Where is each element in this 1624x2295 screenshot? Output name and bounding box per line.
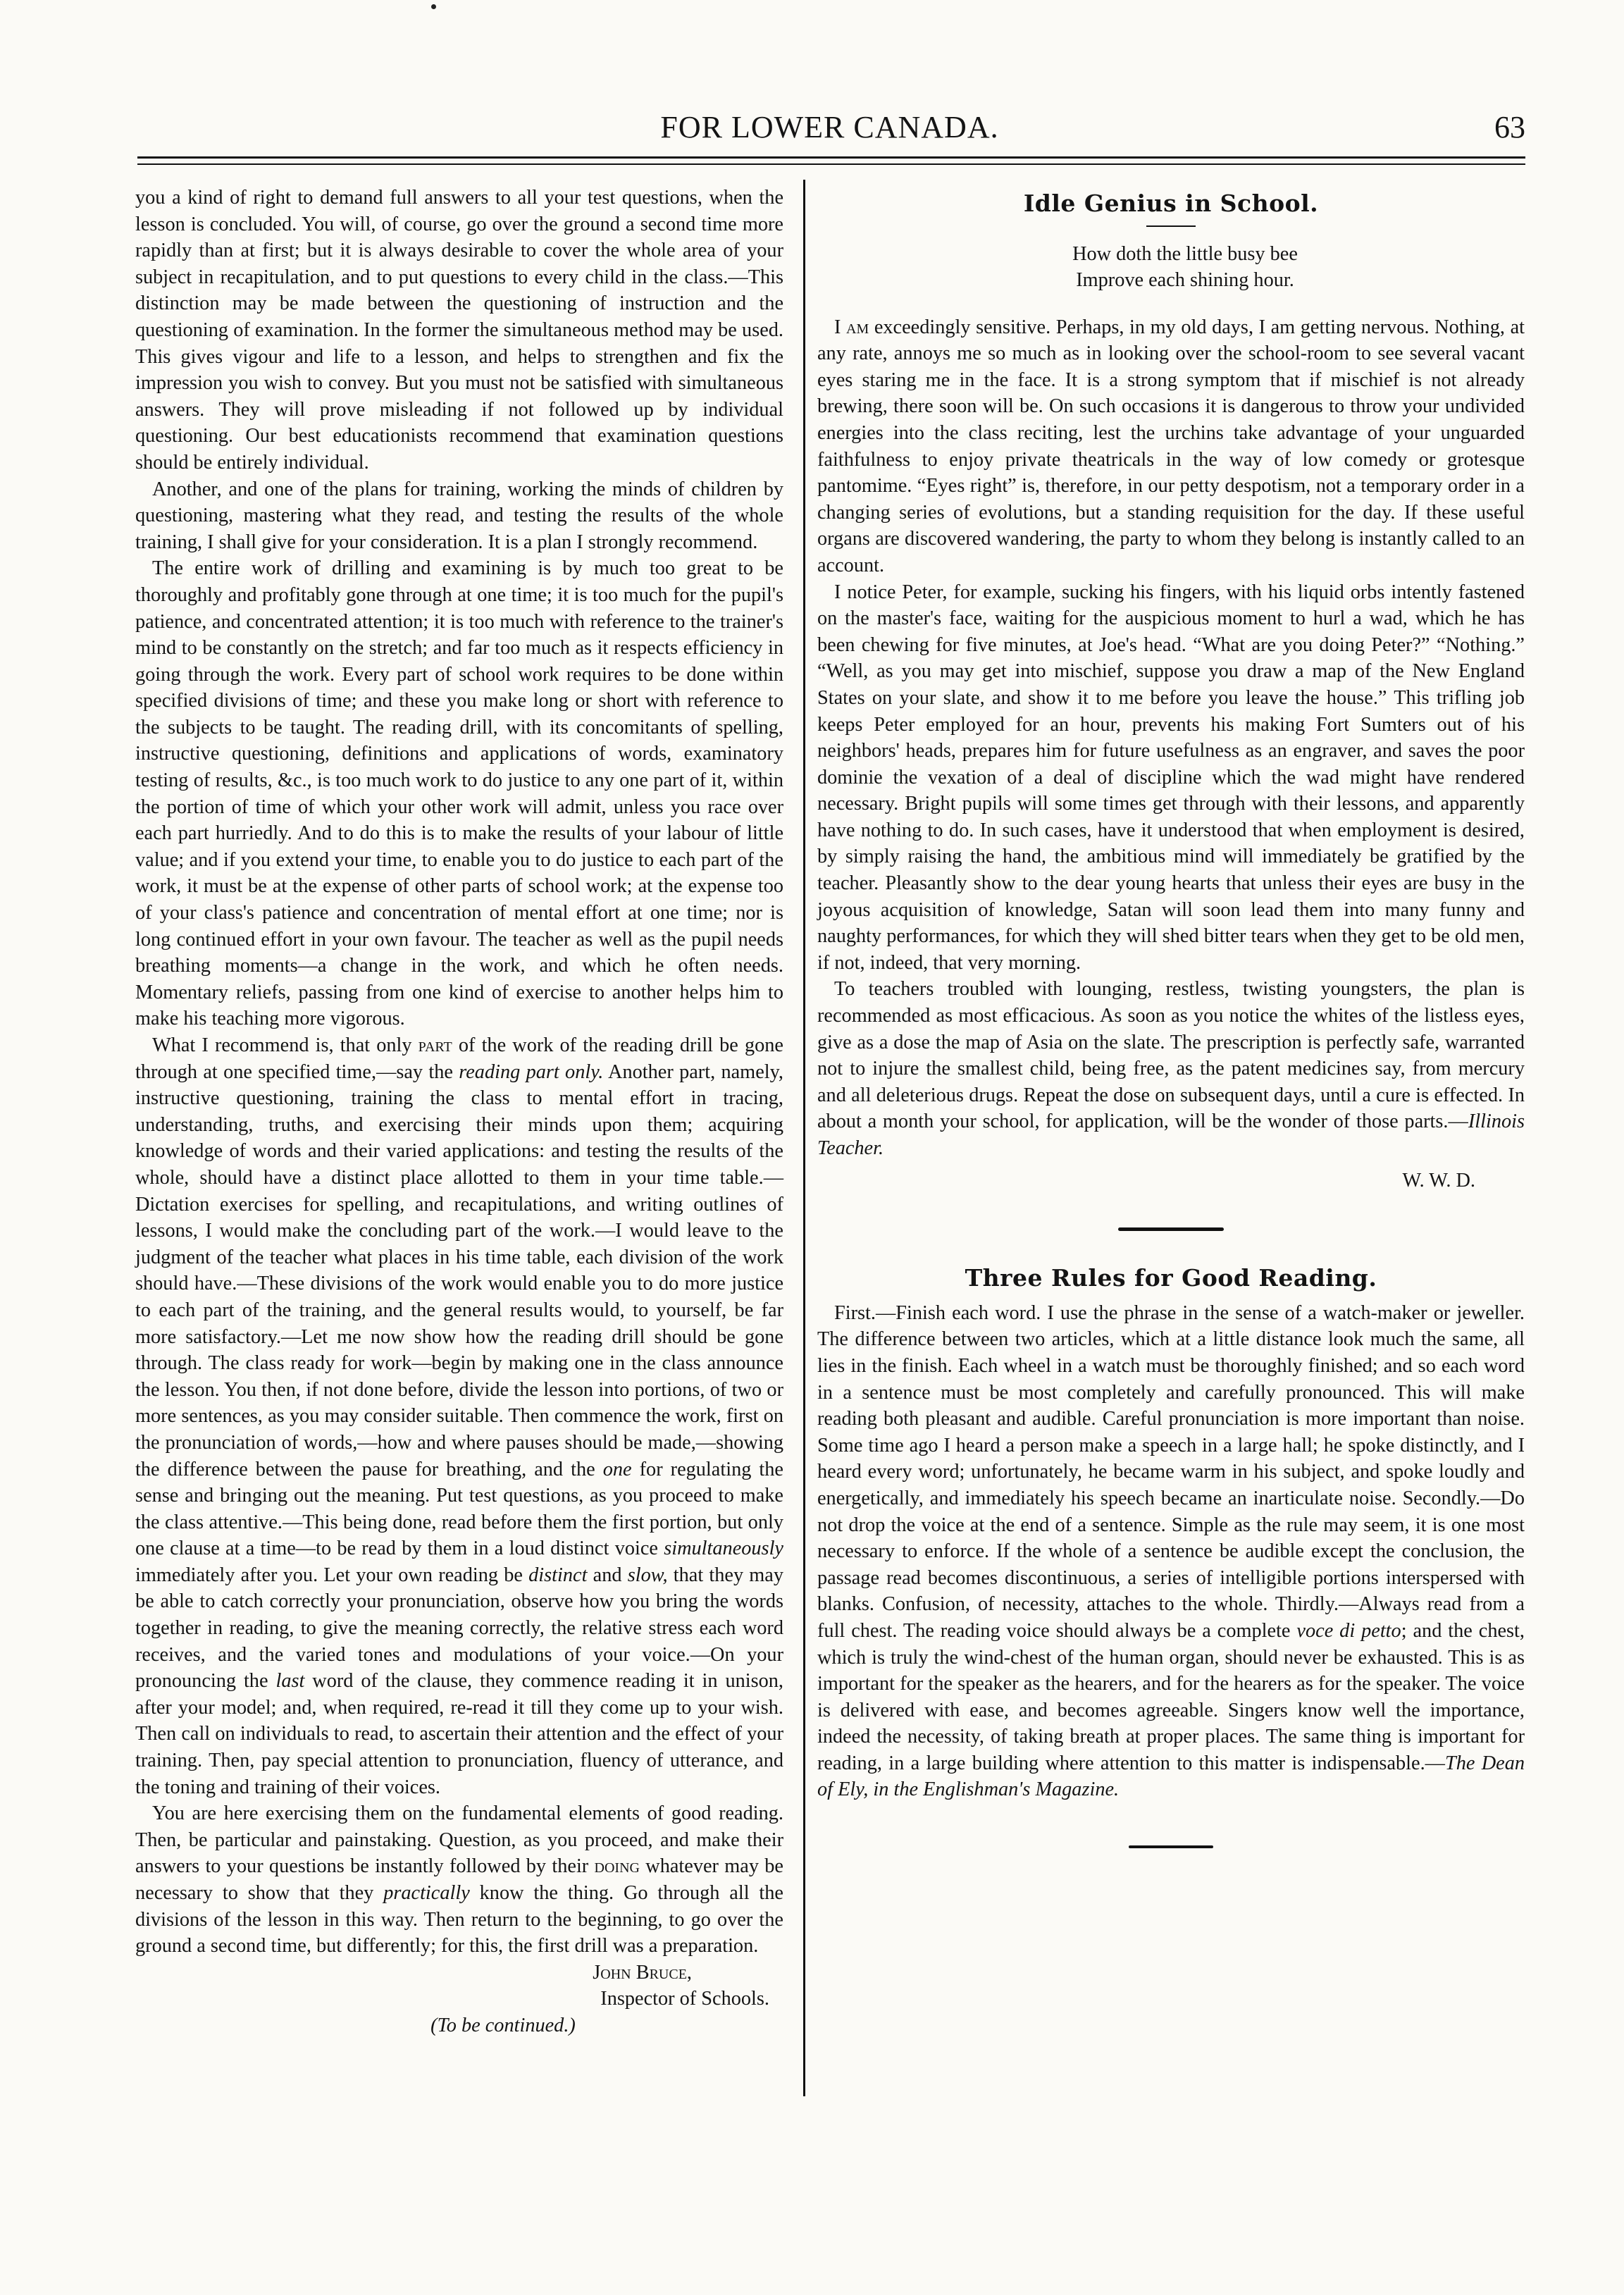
to-be-continued: (To be continued.) — [430, 2014, 576, 2036]
print-speck — [431, 4, 436, 9]
title-rule — [1146, 225, 1196, 227]
epigraph-line-2: Improve each shining hour. — [1076, 268, 1294, 291]
running-title: FOR LOWER CANADA. — [660, 110, 999, 144]
idle-paragraph-1: I am exceedingly sensitive. Perhaps, in my old days, I am getting nervous. Nothing, at any rate, annoys me so much as in looking over the school-room to see several vacant eyes staring me in the face. It is a strong symptom that if mischief is not already brewing, there soon will be. On such occasions it is dangerous to throw your undivided energies into the class reciting, lest the urchins take advantage of your unguarded faithfulness to enjoy private theatricals in the way of low comedy or grotesque pantomime. “Eyes right” is, therefore, in our petty despotism, not a temporary order in a changing series of evolutions, but a standing requisition for the day. If these useful organs are discovered wandering, the party to whom they belong is instantly called to an account. — [817, 316, 1525, 576]
article-title-three-rules: Three Rules for Good Reading. — [965, 1264, 1377, 1292]
left-paragraph-2: Another, and one of the plans for training, working the minds of children by questioning, mastering what they read, and testing the results of the whole training, I shall give for your consideration. It is a plan I strongly recommend. — [135, 478, 783, 553]
end-ornament — [1129, 1845, 1213, 1848]
idle-paragraph-2: I notice Peter, for example, sucking his fingers, with his liquid orbs intently fastened on the master's face, waiting for the auspicious moment to hurl a wad, which he has been chewing for five minutes, at Joe's head. “What are you doing Peter?” “Nothing.” “Well, as you may get into mischief, suppose you draw a map of the New England States on your slate, and show it to me before you leave the house.” This trifling job keeps Peter employed for an hour, prevents his making Fort Sumters out of his neighbors' heads, prepares him for future usefulness as an engraver, and saves the poor dominie the vexation of a deal of discipline which the wad might have rendered necessary. Bright pupils will some times get through with their lessons, and apparently have nothing to do. In such cases, have it understood that when employment is desired, by simply raising the hand, the ambitious mind will immediately be gratified by the teacher. Pleasantly show to the dear young hearts that unless their eyes are busy in the joyous acquisition of knowledge, Satan will soon lead them into many funny and naughty performances, for which they will shed bitter tears when they get to be old men, if not, indeed, that very morning. — [817, 581, 1525, 974]
left-paragraph-4: What I recommend is, that only part of the work of the reading drill be gone through at one specified time,—say the reading part only. Another part, namely, instructive questioning, training the class to mental effort in tracing, understanding, truths, and exercising their minds upon them; acquiring knowledge of words and their varied applications: and testing the results of the whole, should have a distinct place allotted to them in your time table.—Dictation exercises for spelling, and recapitulations, and writing outlines of lessons, I would make the concluding part of the work.—I would leave to the judgment of the teacher what places in his time table, each division of the work should have.—These divisions of the work would enable you to do more justice to each part of the training, and the general results would, to yourself, be far more satisfactory.—Let me now show how the reading drill should be gone through. The class ready for work—begin by making one in the class announce the lesson. You then, if not done before, divide the lesson into portions, of two or more sentences, as you may consider suitable. Then commence the work, first on the pronunciation of words,—how and where pauses should be made,—showing the difference between the pause for breathing, and the one for regulating the sense and bringing out the meaning. Put test questions, as you proceed to make the class attentive.—This being done, read before them the first portion, but only one clause at a time—to be read by them in a loud distinct voice simultaneously immediately after you. Let your own reading be distinct and slow, that they may be able to catch correctly your pronunciation, observe how you bring the words together in reading, to give the meaning correctly, the relative stress each word receives, and the varied tones and modulations of your voice.—On your pronouncing the last word of the clause, they commence reading it in unison, after your model; and, when required, re-read it till they come up to your wish. Then call on individuals to read, to ascertain their attention and the effect of your training. Then, pay special attention to pronunciation, fluency of utterance, and the toning and training of their voices. — [135, 1034, 784, 1798]
section-separator — [1118, 1227, 1224, 1231]
header-rule-thick — [137, 156, 1525, 159]
epigraph — [817, 241, 1525, 293]
rules-paragraph: First.—Finish each word. I use the phrase in the sense of a watch-maker or jeweller. The difference between two articles, which at a little distance look much the same, all lies in the finish. Each wheel in a watch must be thoroughly finished; and so each word in a sentence must be most completely and carefully pronounced. This will make reading both pleasant and audible. Careful pronunciation is more important than noise. Some time ago I heard a person make a speech in a large hall; he spoke distinctly, and I heard every word; unfortunately, he became warm in his subject, and spoke loudly and energetically, and immediately his speech became an inarticulate noise. Secondly.—Do not drop the voice at the end of a sentence. Simple as the rule may seem, it is one most necessary to enforce. If the whole of a sentence be audible except the conclusion, the passage read becomes discontinuous, a series of intelligible portions interspersed with blanks. Confusion, of necessity, attaches to the whole. Thirdly.—Always read from a full chest. The reading voice should always be a complete voce di petto; and the chest, which is truly the wind-chest of the human organ, should never be exhausted. This is as important for the speaker as the hearers, and for the hearers as for the speaker. The voice is delivered with ease, and becomes agreeable. Singers know well the importance, indeed the necessity, of taking breath at proper places. The same thing is important for reading, in a large building where attention to this matter is indispensable.—The Dean of Ely, in the Englishman's Magazine. — [817, 1301, 1525, 1801]
right-column — [817, 185, 1525, 1848]
left-paragraph-1: you a kind of right to demand full answers to all your test questions, when the lesson is concluded. You will, of course, go over the ground a second time more rapidly than at first; but it is always desirable to cover the whole area of your subject in recapitulation, and to put questions to every child in the class.—This distinction may be made between the questioning of instruction and the questioning of examination. In the former the simultaneous method may be used. This gives vigour and life to a lesson, and helps to strengthen and fix the impression you wish to convey. But you must not be satisfied with simultaneous answers. They will prove misleading if not followed up by individual questioning. Our best educationists recommend that examination questions should be entirely individual. — [135, 187, 783, 474]
epigraph-line-1: How doth the little busy bee — [1072, 242, 1298, 265]
left-column — [135, 185, 783, 2039]
signature-title: Inspector of Schools. — [600, 1988, 769, 2010]
header-rule-thin — [137, 163, 1525, 165]
idle-paragraph-3: To teachers troubled with lounging, restless, twisting youngsters, the plan is recommended as most efficacious. As soon as you notice the whites of the listless eyes, give as a dose the map of Asia on the slate. The prescription is perfectly safe, warranted not to injure the smallest child, being free, as the patent medicines say, from mercury and all deleterious drugs. Repeat the dose on subsequent days, until a cure is effected. In about a month your school, for application, will be the wonder of those parts.—Illinois Teacher. — [817, 978, 1525, 1159]
left-paragraph-3: The entire work of drilling and examining is by much too great to be thoroughly and profitably gone through at one time; it is too much for the pupil's patience, and concentrated attention; it is too much with reference to the trainer's mind to be constantly on the stretch; and far too much as it respects efficiency in going through the work. Every part of school work requires to be done within specified divisions of time; and these you make long or short with reference to the subjects to be taught. The reading drill, with its concomitants of spelling, instructive questioning, definitions and applications of words, examinatory testing of results, &c., is too much work to do justice to any one part of it, within the portion of time of which your other work will admit, unless you race over each part hurriedly. And to do this is to make the results of your labour of little value; and if you extend your time, to enable you to do justice to each part of the work, it must be at the expense of other parts of school work; at the expense too of your class's patience and concentration of mental effort at one time; nor is long continued effort in your own favour. The teacher as well as the pupil needs breathing moments—a change in the work, and which he often needs. Momentary reliefs, passing from one kind of exercise to another helps him to make his teaching more vigorous. — [135, 557, 783, 1030]
author-initials: W. W. D. — [1402, 1169, 1475, 1192]
column-divider — [803, 180, 805, 2096]
page-number: 63 — [1494, 110, 1525, 144]
signature-name: John Bruce, — [593, 1961, 692, 1984]
left-paragraph-5: You are here exercising them on the fundamental elements of good reading. Then, be particular and painstaking. Question, as you proceed, and make their answers to your questions be instantly followed by their doing whatever may be necessary to show that they practically know the thing. Go through all the divisions of the lesson in this way. Then return to the beginning, to go over the ground a second time, but differently; for this, the first drill was a preparation. — [135, 1802, 783, 1957]
page-header — [134, 109, 1525, 151]
article-title-idle-genius: Idle Genius in School. — [1023, 190, 1319, 217]
